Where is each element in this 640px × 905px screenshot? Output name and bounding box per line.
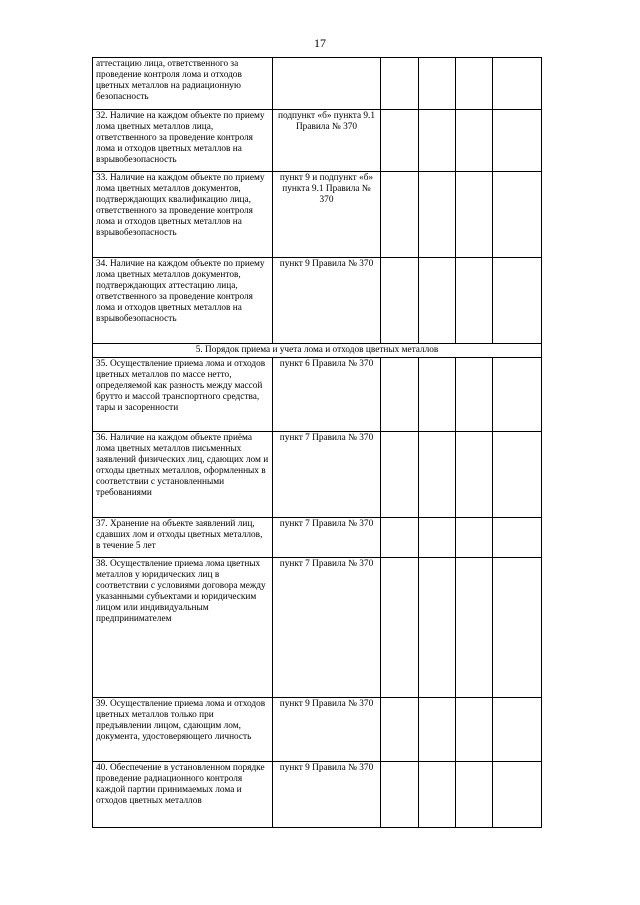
answer-cell bbox=[381, 358, 419, 432]
answer-cell bbox=[493, 762, 542, 828]
table-row bbox=[93, 698, 542, 762]
answer-cell bbox=[456, 558, 493, 698]
answer-cell bbox=[456, 432, 493, 518]
reference-cell: пункт 9 Правила № 370 bbox=[273, 258, 381, 344]
answer-cell bbox=[456, 258, 493, 344]
answer-cell bbox=[419, 518, 456, 558]
answer-cell bbox=[381, 762, 419, 828]
answer-cell bbox=[493, 432, 542, 518]
answer-cell bbox=[456, 172, 493, 258]
reference-cell: пункт 9 Правила № 370 bbox=[273, 762, 381, 828]
answer-cell bbox=[493, 358, 542, 432]
requirement-cell: 33. Наличие на каждом объекте по приему лома цветных металлов документов, подтверждающих квалификацию лица, ответственного за проведение контроля лома и отходов цветных металлов на взрывобезопасность bbox=[93, 172, 273, 258]
requirement-cell: 37. Хранение на объекте заявлений лиц, сдавших лом и отходы цветных металлов, в течение 5 лет bbox=[93, 518, 273, 558]
answer-cell bbox=[456, 698, 493, 762]
answer-cell bbox=[381, 558, 419, 698]
reference-cell: пункт 7 Правила № 370 bbox=[273, 558, 381, 698]
answer-cell bbox=[419, 258, 456, 344]
answer-cell bbox=[419, 432, 456, 518]
reference-cell: пункт 9 Правила № 370 bbox=[273, 698, 381, 762]
answer-cell bbox=[419, 58, 456, 110]
answer-cell bbox=[493, 518, 542, 558]
table-row bbox=[93, 172, 542, 258]
reference-cell: пункт 7 Правила № 370 bbox=[273, 432, 381, 518]
reference-cell: пункт 9 и подпункт «б» пункта 9.1 Правила № 370 bbox=[273, 172, 381, 258]
reference-cell: подпункт «б» пункта 9.1 Правила № 370 bbox=[273, 110, 381, 172]
table-row bbox=[93, 558, 542, 698]
answer-cell bbox=[493, 558, 542, 698]
table-row bbox=[93, 358, 542, 432]
answer-cell bbox=[493, 172, 542, 258]
page-number: 17 bbox=[314, 36, 326, 50]
answer-cell bbox=[493, 110, 542, 172]
table-row bbox=[93, 258, 542, 344]
requirement-cell: 32. Наличие на каждом объекте по приему лома цветных металлов лица, ответственного за проведение контроля лома и отходов цветных металлов на взрывобезопасность bbox=[93, 110, 273, 172]
checklist-table bbox=[92, 57, 542, 828]
checklist-table-body bbox=[93, 58, 542, 828]
answer-cell bbox=[456, 762, 493, 828]
table-row bbox=[93, 110, 542, 172]
answer-cell bbox=[419, 358, 456, 432]
answer-cell bbox=[419, 558, 456, 698]
answer-cell bbox=[456, 518, 493, 558]
section-heading: 5. Порядок приема и учета лома и отходов цветных металлов bbox=[93, 344, 542, 358]
requirement-cell: 40. Обеспечение в установленном порядке проведение радиационного контроля каждой партии принимаемых лома и отходов цветных металлов bbox=[93, 762, 273, 828]
table-row bbox=[93, 518, 542, 558]
answer-cell bbox=[381, 58, 419, 110]
section-heading-row bbox=[93, 344, 542, 358]
answer-cell bbox=[456, 358, 493, 432]
answer-cell bbox=[493, 58, 542, 110]
answer-cell bbox=[419, 762, 456, 828]
requirement-cell: 35. Осуществление приема лома и отходов цветных металлов по массе нетто, определяемой как разность между массой брутто и массой транспортного средства, тары и засоренности bbox=[93, 358, 273, 432]
answer-cell bbox=[381, 698, 419, 762]
answer-cell bbox=[381, 518, 419, 558]
reference-cell: пункт 6 Правила № 370 bbox=[273, 358, 381, 432]
requirement-cell: 34. Наличие на каждом объекте по приему лома цветных металлов документов, подтверждающих аттестацию лица, ответственного за проведение контроля лома и отходов цветных металлов на взрывобезопасность bbox=[93, 258, 273, 344]
answer-cell bbox=[493, 258, 542, 344]
table-row bbox=[93, 58, 542, 110]
requirement-cell: аттестацию лица, ответственного за проведение контроля лома и отходов цветных металлов на радиационную безопасность bbox=[93, 58, 273, 110]
answer-cell bbox=[419, 110, 456, 172]
table-row bbox=[93, 432, 542, 518]
answer-cell bbox=[419, 698, 456, 762]
answer-cell bbox=[381, 172, 419, 258]
answer-cell bbox=[381, 432, 419, 518]
requirement-cell: 38. Осуществление приема лома цветных металлов у юридических лиц в соответствии с условиями договора между указанными субъектами и юридическим лицом или индивидуальным предпринимателем bbox=[93, 558, 273, 698]
reference-cell: пункт 7 Правила № 370 bbox=[273, 518, 381, 558]
requirement-cell: 36. Наличие на каждом объекте приёма лома цветных металлов письменных заявлений физических лиц, сдающих лом и отходы цветных металлов, оформленных в соответствии с установленными требованиями bbox=[93, 432, 273, 518]
answer-cell bbox=[381, 258, 419, 344]
requirement-cell: 39. Осуществление приема лома и отходов цветных металлов только при предъявлении лицом, сдающим лом, документа, удостоверяющего личность bbox=[93, 698, 273, 762]
answer-cell bbox=[456, 58, 493, 110]
answer-cell bbox=[381, 110, 419, 172]
answer-cell bbox=[419, 172, 456, 258]
table-row bbox=[93, 762, 542, 828]
answer-cell bbox=[493, 698, 542, 762]
reference-cell bbox=[273, 58, 381, 110]
answer-cell bbox=[456, 110, 493, 172]
